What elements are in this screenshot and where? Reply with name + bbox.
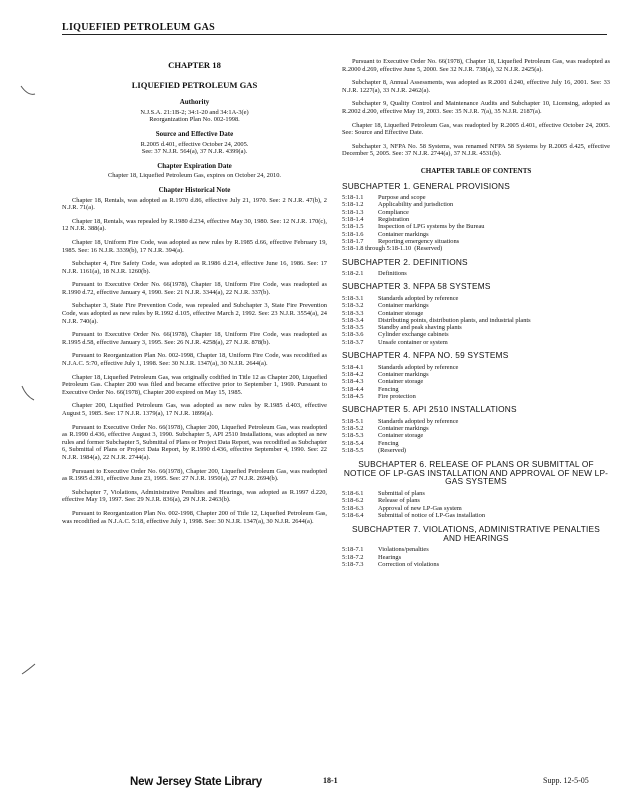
toc-row [342, 209, 610, 216]
section-title: Approval of new LP-Gas system [378, 504, 462, 512]
toc-row [342, 418, 610, 425]
toc-row [342, 393, 610, 400]
section-number: 5:18-4.1 [342, 363, 364, 371]
history-paragraph: Subchapter 3, State Fire Prevention Code, was repealed and Subchapter 3, State Fire Prevention Code, was adopted as new rules by R.1992 d.105, effective March 2, 1992. See: 23 N.J.R. 3554(a), 24 N.J.R. 740(a). [62, 302, 327, 325]
section-number: 5:18-3.3 [342, 309, 364, 317]
section-title: (Reserved) [414, 245, 443, 253]
history-heading: Chapter Historical Note [158, 185, 231, 194]
history-paragraph: Subchapter 7, Violations, Administrative Penalties and Hearings, was adopted as R.1997 d.220, effective May 19, 1997. See: 29 N.J.R. 836(a), 29 N.J.R. 2463(b). [62, 488, 327, 504]
margin-mark-icon [20, 384, 36, 404]
toc-row [342, 386, 610, 393]
section-title: Fencing [378, 439, 399, 447]
toc-row [342, 440, 610, 447]
subchapter-heading: SUBCHAPTER 1. GENERAL PROVISIONS [342, 180, 510, 191]
section-title: Container storage [378, 309, 424, 317]
section-title: Applicability and jurisdiction [378, 201, 454, 209]
section-title: Definitions [378, 270, 407, 278]
toc-row [342, 194, 610, 201]
section-number: 5:18-1.6 [342, 230, 364, 238]
section-number: 5:18-7.2 [342, 553, 364, 561]
section-title: Standards adopted by reference [378, 294, 459, 302]
subchapter-heading: SUBCHAPTER 2. DEFINITIONS [342, 256, 468, 267]
toc-row [342, 371, 610, 378]
right-column [342, 58, 610, 568]
section-number: 5:18-5.3 [342, 432, 364, 440]
section-number: 5:18-3.1 [342, 294, 364, 302]
history-paragraph: Chapter 18, Liquefied Petroleum Gas, was readopted by R.2005 d.401, effective October 24, 2005. See: Source and Effective Date. [342, 121, 610, 137]
section-title: Inspection of LPG systems by the Bureau [378, 223, 485, 231]
section-title: Purpose and scope [378, 194, 426, 202]
section-number: 5:18-3.5 [342, 324, 364, 332]
section-number: 5:18-4.3 [342, 378, 364, 386]
expiration-heading: Chapter Expiration Date [157, 161, 232, 170]
toc-row [342, 497, 610, 504]
section-number: 5:18-5.4 [342, 439, 364, 447]
subchapter-heading: SUBCHAPTER 7. VIOLATIONS, ADMINISTRATIVE PENALTIES AND HEARINGS [352, 524, 600, 543]
section-number: 5:18-1.3 [342, 208, 364, 216]
history-paragraph: Pursuant to Executive Order No. 66(1978), Chapter 200, Liquefied Petroleum Gas, was readopted as R.1995 d.391, effective June 23, 1995. See: 27 N.J.R. 1950(a), 27 N.J.R. 2694(b). [62, 467, 327, 483]
section-title: Standards adopted by reference [378, 363, 459, 371]
toc-row [342, 425, 610, 432]
margin-mark-icon [20, 660, 36, 680]
toc-row [342, 447, 610, 454]
toc-row [342, 238, 610, 245]
library-stamp: New Jersey State Library [130, 776, 262, 788]
section-title: Unsafe container or system [378, 338, 448, 346]
section-number: 5:18-7.3 [342, 560, 364, 568]
toc-title: CHAPTER TABLE OF CONTENTS [420, 166, 532, 175]
section-number: 5:18-6.3 [342, 504, 364, 512]
history-paragraph: Chapter 18, Uniform Fire Code, was adopted as new rules by R.1985 d.66, effective February 19, 1985. See: 16 N.J.R. 3339(b), 17 N.J.R. 394(a). [62, 238, 327, 254]
section-title: Container markings [378, 370, 429, 378]
section-number: 5:18-3.4 [342, 316, 364, 324]
history-paragraph: Chapter 18, Rentals, was repealed by R.1980 d.234, effective May 30, 1980. See: 12 N.J.R. 170(c), 12 N.J.R. 388(a). [62, 217, 327, 233]
section-title: Compliance [378, 208, 409, 216]
toc-row [342, 331, 610, 338]
section-title: Hearings [378, 553, 402, 561]
section-number: 5:18-1.1 [342, 194, 364, 202]
toc-row [342, 324, 610, 331]
authority-line: N.J.S.A. 21:1B-2; 34:1-20 and 34:1A-3(e) [140, 108, 249, 116]
toc-row [342, 295, 610, 302]
section-title: Fire protection [378, 392, 416, 400]
history-paragraph: Pursuant to Executive Order No. 66(1978), Chapter 18, Uniform Fire Code, was readopted as R.1990 d.72, effective January 4, 1990. See: 21 N.J.R. 3344(a), 22 N.J.R. 337(b). [62, 281, 327, 296]
toc-row [342, 310, 610, 317]
section-title: Container markings [378, 230, 429, 238]
toc-row [342, 505, 610, 512]
section-title: Container markings [378, 425, 429, 433]
toc-row [342, 546, 610, 553]
chapter-number: CHAPTER 18 [168, 60, 221, 70]
chapter-title: LIQUEFIED PETROLEUM GAS [131, 79, 258, 90]
history-paragraph: Chapter 18, Liquefied Petroleum Gas, was originally codified in Title 12 as Chapter 200, Liquefied Petroleum Gas. Chapter 200 was filed and became effective prior to September 1, 1969. Pursuant to Executive Order No. 66(1978), Chapter 200 expired on May 15, 1985. [62, 373, 327, 396]
section-number: 5:18-5.1 [342, 417, 364, 425]
section-title: Reporting emergency situations [378, 237, 460, 245]
page-number: 18-1 [323, 776, 338, 785]
authority-line: Reorganization Plan No. 002-1998. [149, 116, 240, 124]
toc-row [342, 245, 610, 252]
subchapter-heading: SUBCHAPTER 6. RELEASE OF PLANS OR SUBMITTAL OF NOTICE OF LP-GAS INSTALLATION AND APPROVAL OF NEW LP-GAS SYSTEMS [343, 459, 609, 487]
history-paragraph: Subchapter 4, Fire Safety Code, was adopted as R.1986 d.214, effective June 16, 1986. See: 17 N.J.R. 1161(a), 18 N.J.R. 1260(b). [62, 260, 327, 275]
section-title: Distributing points, distribution plants, and industrial plants [378, 316, 531, 324]
toc-row [342, 364, 610, 371]
toc-row [342, 201, 610, 208]
toc-row [342, 216, 610, 223]
subchapter-heading: SUBCHAPTER 3. NFPA 58 SYSTEMS [342, 281, 491, 292]
section-number: 5:18-4.5 [342, 392, 364, 400]
toc-row [342, 302, 610, 309]
section-title: Violations/penalties [378, 546, 429, 554]
section-number: 5:18-7.1 [342, 546, 364, 554]
section-title: Container storage [378, 378, 424, 386]
subchapter-heading: SUBCHAPTER 5. API 2510 INSTALLATIONS [342, 404, 517, 415]
history-paragraph: Pursuant to Reorganization Plan No. 002-1998, Chapter 200 of Title 12, Liquefied Petroleum Gas, was recodified as N.J.A.C. 5:18, effective July 1, 1998. See: 30 N.J.R. 1347(a), 30 N.J.R. 2644(a). [62, 509, 327, 525]
history-paragraph: Pursuant to Reorganization Plan No. 002-1998, Chapter 18, Uniform Fire Code, was recodified as N.J.A.C. 5:70, effective July 1, 1998. See: 30 N.J.R. 1347(a), 30 N.J.R. 2644(a). [62, 352, 327, 368]
section-number: 5:18-1.7 [342, 237, 364, 245]
authority-heading: Authority [179, 98, 210, 107]
section-title: Container storage [378, 432, 424, 440]
history-paragraph: Pursuant to Executive Order No. 66(1978), Chapter 200, Liquefied Petroleum Gas, was readopted as R.1990 d.436, effective August 3, 1990. Subchapter 5, API 2510 Installations, was adopted as new rules and former Subchapter 5, Submittal of Plans or Project Data Report, was recodified as Subchapter 6, Submittal of Plans or Project Data Report, by R.1990 d.436, effective September 4, 1990. See: 22 N.J.R. 1984(a), 22 N.J.R. 2744(a). [62, 423, 327, 461]
section-number: 5:18-3.2 [342, 302, 364, 310]
section-number: 5:18-1.4 [342, 216, 364, 224]
history-paragraph: Subchapter 3, NFPA No. 58 Systems, was renamed NFPA 58 Systems by R.2005 d.425, effective December 5, 2005. See: 37 N.J.R. 2744(a), 37 N.J.R. 4531(b). [342, 142, 610, 158]
toc-row [342, 490, 610, 497]
toc-row [342, 432, 610, 439]
toc-row [342, 270, 610, 277]
section-title: Fencing [378, 385, 399, 393]
section-number: 5:18-3.7 [342, 338, 364, 346]
section-number: 5:18-4.4 [342, 385, 364, 393]
left-column [62, 58, 327, 531]
history-paragraph: Subchapter 9, Quality Control and Maintenance Audits and Subchapter 10, Licensing, adopted as R.2002 d.200, effective May 19, 2003. See: 35 N.J.R. 7(a), 35 N.J.R. 2187(a). [342, 100, 610, 115]
section-title: Correction of violations [378, 560, 440, 568]
running-head: LIQUEFIED PETROLEUM GAS [62, 22, 607, 35]
section-title: Container markings [378, 302, 429, 310]
section-number: 5:18-1.8 through 5:18-1.10 [342, 245, 412, 253]
section-title: Standards adopted by reference [378, 417, 459, 425]
supplement-date: Supp. 12-5-05 [543, 776, 589, 785]
section-number: 5:18-6.4 [342, 511, 364, 519]
section-title: Registration [378, 216, 410, 224]
section-title: Release of plans [378, 497, 420, 505]
toc-row [342, 339, 610, 346]
section-number: 5:18-6.1 [342, 490, 364, 497]
source-heading: Source and Effective Date [155, 129, 234, 138]
section-title: Cylinder exchange cabinets [378, 331, 449, 339]
section-number: 5:18-2.1 [342, 270, 364, 278]
section-number: 5:18-5.2 [342, 425, 364, 433]
toc-row [342, 223, 610, 230]
section-title: Standby and peak shaving plants [378, 324, 462, 332]
expiration-text: Chapter 18, Liquefied Petroleum Gas, expires on October 24, 2010. [107, 172, 282, 180]
toc-row [342, 378, 610, 385]
history-paragraph: Subchapter 8, Annual Assessments, was adopted as R.2001 d.240, effective July 16, 2001. See: 33 N.J.R. 1227(a), 33 N.J.R. 2462(a). [342, 79, 610, 94]
history-paragraph: Chapter 200, Liquified Petroleum Gas, was adopted as new rules by R.1985 d.403, effective August 5, 1985. See: 17 N.J.R. 1379(a), 17 N.J.R. 1899(a). [62, 402, 327, 417]
section-title: Submittal of notice of LP-Gas installation [378, 511, 486, 519]
margin-mark-icon [20, 82, 36, 102]
toc-row [342, 554, 610, 561]
section-number: 5:18-1.5 [342, 223, 364, 231]
source-line: R.2005 d.401, effective October 24, 2005. [140, 140, 249, 148]
subchapter-heading: SUBCHAPTER 4. NFPA NO. 59 SYSTEMS [342, 350, 509, 361]
history-paragraph: Pursuant to Executive Order No. 66(1978), Chapter 18, Liquefied Petroleum Gas, was readopted as R.2000 d.269, effective June 5, 2000. See 32 N.J.R. 738(a), 32 N.J.R. 2425(a). [342, 58, 610, 73]
section-number: 5:18-3.6 [342, 331, 364, 339]
section-number: 5:18-5.5 [342, 446, 364, 454]
section-number: 5:18-4.2 [342, 370, 364, 378]
table-of-contents [342, 180, 610, 569]
history-paragraph: Pursuant to Executive Order No. 66(1978), Chapter 18, Uniform Fire Code, was readopted as R.1995 d.58, effective January 3, 1995. See: 26 N.J.R. 4258(a), 27 N.J.R. 878(b). [62, 331, 327, 346]
toc-row [342, 231, 610, 238]
section-number: 5:18-6.2 [342, 497, 364, 505]
section-title: Submittal of plans [378, 490, 425, 497]
history-paragraph: Chapter 18, Rentals, was adopted as R.1970 d.86, effective July 21, 1970. See: 2 N.J.R. 47(b), 2 N.J.R. 71(a). [62, 196, 327, 212]
source-line: See: 37 N.J.R. 564(a), 37 N.J.R. 4399(a). [141, 148, 248, 156]
toc-row [342, 317, 610, 324]
section-title: (Reserved) [378, 446, 407, 454]
section-number: 5:18-1.2 [342, 201, 364, 209]
toc-row [342, 561, 610, 568]
toc-row [342, 512, 610, 519]
